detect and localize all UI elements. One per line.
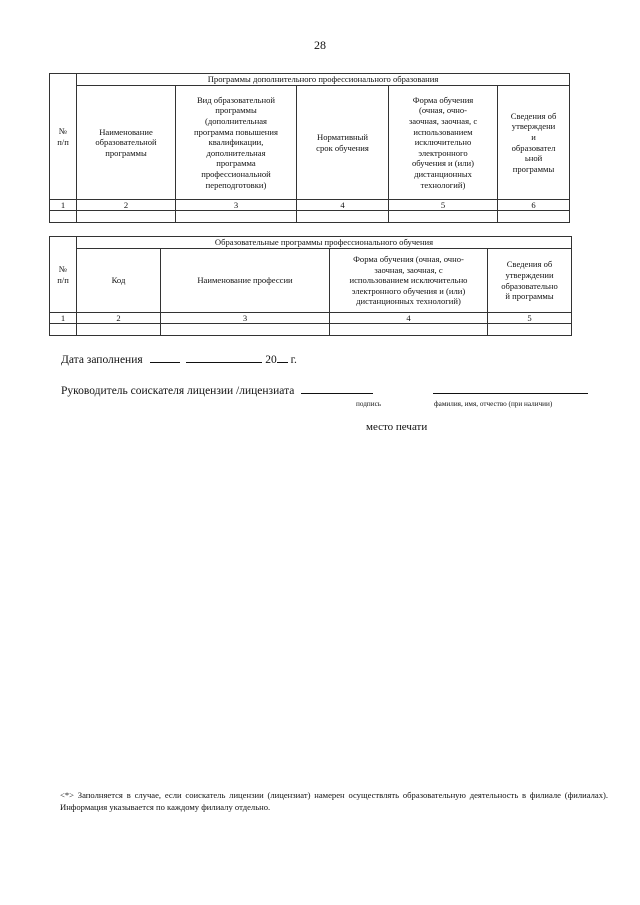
- signature-blank[interactable]: [301, 383, 373, 394]
- column-number: 3: [176, 200, 297, 211]
- fill-date-month-blank[interactable]: [186, 352, 262, 363]
- column-number: 2: [77, 313, 161, 324]
- table-caption: Программы дополнительного профессионального образования: [77, 74, 570, 86]
- signature-line: [61, 383, 373, 397]
- header-code: Код: [77, 249, 161, 313]
- footnote: <*> Заполняется в случае, если соискатель лицензии (лицензиат) намерен осуществлять образовательную деятельность в филиале (филиалах). Информация указывается по каждому филиалу отдельно.: [60, 790, 608, 812]
- empty-cell[interactable]: [50, 324, 77, 336]
- table-row: [50, 211, 570, 223]
- header-profession-name: Наименование профессии: [161, 249, 330, 313]
- column-number: 5: [389, 200, 498, 211]
- header-number: № п/п: [50, 74, 77, 200]
- column-number: 5: [488, 313, 572, 324]
- page-number: 28: [314, 38, 326, 52]
- empty-cell[interactable]: [297, 211, 389, 223]
- column-number: 4: [330, 313, 488, 324]
- table-caption: Образовательные программы профессионального обучения: [77, 237, 572, 249]
- header-study-form: Форма обучения (очная, очно- заочная, заочная, с использованием исключительно электронного обучения и (или) дистанционных технологий): [330, 249, 488, 313]
- column-number: 2: [77, 200, 176, 211]
- signature-caption: подпись: [356, 400, 382, 408]
- header-program-name: Наименование образовательной программы: [77, 86, 176, 200]
- vocational-training-table: [49, 236, 572, 336]
- empty-cell[interactable]: [176, 211, 297, 223]
- fill-date-year-blank[interactable]: [277, 352, 288, 363]
- column-number: 3: [161, 313, 330, 324]
- header-program-type: Вид образовательной программы (дополнительная программа повышения квалификации, дополнительная программа профессиональной переподготовки): [176, 86, 297, 200]
- column-number: 1: [50, 200, 77, 211]
- fill-date-year-suffix: г.: [290, 354, 297, 366]
- additional-programs-table: [49, 73, 570, 223]
- fill-date-label: Дата заполнения: [61, 354, 143, 366]
- fill-date-day-blank[interactable]: [150, 352, 180, 363]
- header-approval-info: Сведения об утверждени и образовател ьной программы: [498, 86, 570, 200]
- header-approval-info: Сведения об утверждении образовательно й программы: [488, 249, 572, 313]
- fill-date-year-prefix: 20: [265, 354, 277, 366]
- empty-cell[interactable]: [330, 324, 488, 336]
- table-row: [50, 324, 572, 336]
- name-line: [433, 383, 588, 397]
- full-name-caption: фамилия, имя, отчество (при наличии): [434, 400, 553, 408]
- empty-cell[interactable]: [50, 211, 77, 223]
- header-study-form: Форма обучения (очная, очно- заочная, заочная, с использованием исключительно электронного обучения и (или) дистанционных технологий): [389, 86, 498, 200]
- full-name-blank[interactable]: [433, 383, 588, 394]
- empty-cell[interactable]: [161, 324, 330, 336]
- empty-cell[interactable]: [77, 324, 161, 336]
- empty-cell[interactable]: [77, 211, 176, 223]
- header-number: № п/п: [50, 237, 77, 313]
- empty-cell[interactable]: [498, 211, 570, 223]
- stamp-place: место печати: [366, 421, 428, 433]
- empty-cell[interactable]: [488, 324, 572, 336]
- column-number: 4: [297, 200, 389, 211]
- column-number: 6: [498, 200, 570, 211]
- column-number: 1: [50, 313, 77, 324]
- empty-cell[interactable]: [389, 211, 498, 223]
- fill-date-line: [61, 352, 297, 366]
- signature-label: Руководитель соискателя лицензии /лицензиата: [61, 385, 295, 397]
- header-study-period: Нормативный срок обучения: [297, 86, 389, 200]
